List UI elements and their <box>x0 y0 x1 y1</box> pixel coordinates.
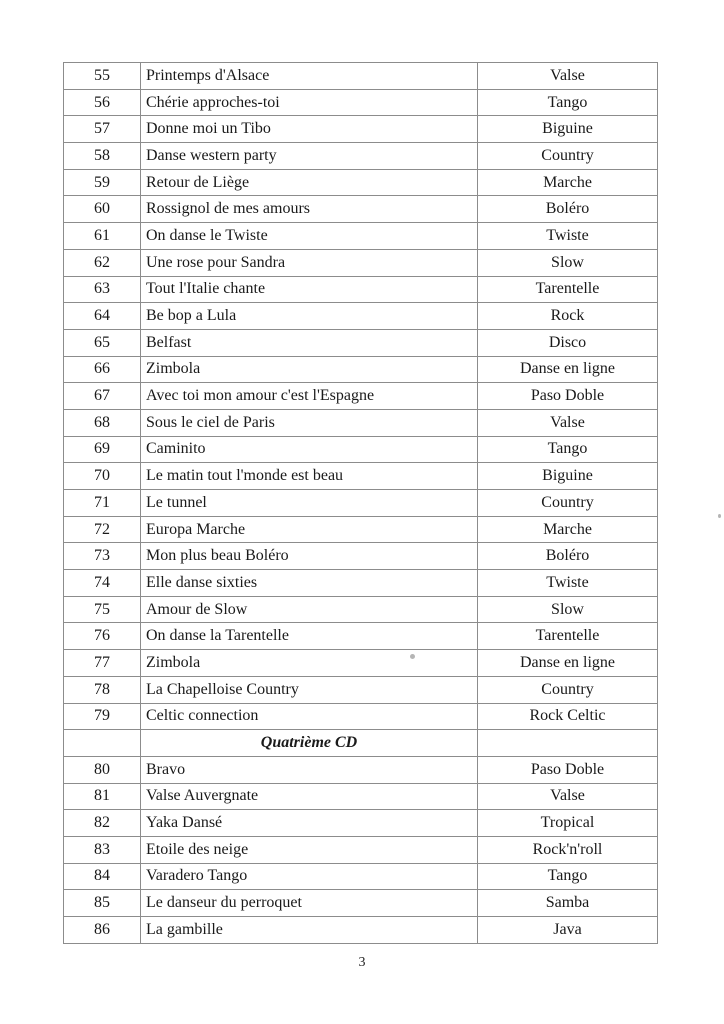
song-number: 82 <box>64 810 141 837</box>
song-number: 73 <box>64 543 141 570</box>
table-row <box>64 63 658 90</box>
song-number: 77 <box>64 650 141 677</box>
song-number: 70 <box>64 463 141 490</box>
song-title: Varadero Tango <box>141 863 478 890</box>
song-number: 63 <box>64 276 141 303</box>
song-title: Le matin tout l'monde est beau <box>141 463 478 490</box>
song-genre: Twiste <box>478 570 658 597</box>
song-title: Belfast <box>141 329 478 356</box>
table-row <box>64 596 658 623</box>
song-title: La gambille <box>141 917 478 944</box>
song-number: 79 <box>64 703 141 730</box>
table-row <box>64 623 658 650</box>
section-genre-cell <box>478 730 658 757</box>
song-title: Amour de Slow <box>141 596 478 623</box>
song-title: Bravo <box>141 756 478 783</box>
scan-speck <box>718 514 721 518</box>
song-table <box>63 62 658 944</box>
song-title: Sous le ciel de Paris <box>141 409 478 436</box>
song-number: 56 <box>64 89 141 116</box>
song-genre: Valse <box>478 783 658 810</box>
song-title: Caminito <box>141 436 478 463</box>
song-genre: Slow <box>478 249 658 276</box>
table-row <box>64 276 658 303</box>
song-number: 83 <box>64 836 141 863</box>
song-genre: Java <box>478 917 658 944</box>
table-row <box>64 329 658 356</box>
scan-speck <box>410 654 415 659</box>
table-row <box>64 917 658 944</box>
table-row <box>64 116 658 143</box>
song-genre: Paso Doble <box>478 756 658 783</box>
song-title: Danse western party <box>141 143 478 170</box>
song-genre: Samba <box>478 890 658 917</box>
song-title: Retour de Liège <box>141 169 478 196</box>
song-number: 61 <box>64 223 141 250</box>
song-title: Chérie approches-toi <box>141 89 478 116</box>
song-number: 55 <box>64 63 141 90</box>
song-genre: Country <box>478 490 658 517</box>
song-genre: Paso Doble <box>478 383 658 410</box>
song-number: 62 <box>64 249 141 276</box>
song-genre: Danse en ligne <box>478 356 658 383</box>
table-row <box>64 516 658 543</box>
song-number: 75 <box>64 596 141 623</box>
song-title: Zimbola <box>141 650 478 677</box>
song-genre: Twiste <box>478 223 658 250</box>
table-row <box>64 676 658 703</box>
table-row <box>64 409 658 436</box>
song-number: 81 <box>64 783 141 810</box>
song-genre: Tropical <box>478 810 658 837</box>
song-title: Une rose pour Sandra <box>141 249 478 276</box>
table-row <box>64 570 658 597</box>
table-row <box>64 650 658 677</box>
song-number: 74 <box>64 570 141 597</box>
song-number: 84 <box>64 863 141 890</box>
song-genre: Valse <box>478 409 658 436</box>
table-row <box>64 223 658 250</box>
song-number: 69 <box>64 436 141 463</box>
song-genre: Valse <box>478 63 658 90</box>
song-title: Mon plus beau Boléro <box>141 543 478 570</box>
song-genre: Tango <box>478 436 658 463</box>
song-title: Tout l'Italie chante <box>141 276 478 303</box>
song-genre: Rock <box>478 303 658 330</box>
song-number: 80 <box>64 756 141 783</box>
song-number: 85 <box>64 890 141 917</box>
table-row <box>64 463 658 490</box>
song-number: 78 <box>64 676 141 703</box>
song-genre: Tarentelle <box>478 276 658 303</box>
song-number: 66 <box>64 356 141 383</box>
table-row <box>64 783 658 810</box>
song-title: Be bop a Lula <box>141 303 478 330</box>
song-number: 64 <box>64 303 141 330</box>
song-title: Donne moi un Tibo <box>141 116 478 143</box>
table-row <box>64 356 658 383</box>
song-title: Le tunnel <box>141 490 478 517</box>
song-number: 72 <box>64 516 141 543</box>
table-row <box>64 756 658 783</box>
song-genre: Slow <box>478 596 658 623</box>
section-header-row <box>64 730 658 757</box>
song-number: 57 <box>64 116 141 143</box>
song-title: Rossignol de mes amours <box>141 196 478 223</box>
song-title: On danse la Tarentelle <box>141 623 478 650</box>
table-row <box>64 383 658 410</box>
song-title: Europa Marche <box>141 516 478 543</box>
table-row <box>64 890 658 917</box>
song-number: 68 <box>64 409 141 436</box>
song-number: 71 <box>64 490 141 517</box>
section-title: Quatrième CD <box>141 730 478 757</box>
song-title: Celtic connection <box>141 703 478 730</box>
song-title: Elle danse sixties <box>141 570 478 597</box>
song-title: Le danseur du perroquet <box>141 890 478 917</box>
song-genre: Country <box>478 676 658 703</box>
song-title: Etoile des neige <box>141 836 478 863</box>
table-row <box>64 303 658 330</box>
song-genre: Country <box>478 143 658 170</box>
table-row <box>64 249 658 276</box>
song-genre: Boléro <box>478 543 658 570</box>
section-num-cell <box>64 730 141 757</box>
song-genre: Marche <box>478 516 658 543</box>
song-title: On danse le Twiste <box>141 223 478 250</box>
song-genre: Rock'n'roll <box>478 836 658 863</box>
song-genre: Tango <box>478 89 658 116</box>
song-title: Valse Auvergnate <box>141 783 478 810</box>
song-genre: Rock Celtic <box>478 703 658 730</box>
table-row <box>64 863 658 890</box>
table-row <box>64 89 658 116</box>
table-row <box>64 143 658 170</box>
song-genre: Biguine <box>478 116 658 143</box>
song-genre: Danse en ligne <box>478 650 658 677</box>
song-title: Zimbola <box>141 356 478 383</box>
page-number: 3 <box>358 955 366 970</box>
song-title: La Chapelloise Country <box>141 676 478 703</box>
table-row <box>64 703 658 730</box>
song-genre: Tarentelle <box>478 623 658 650</box>
table-row <box>64 810 658 837</box>
song-genre: Tango <box>478 863 658 890</box>
table-row <box>64 490 658 517</box>
song-title: Avec toi mon amour c'est l'Espagne <box>141 383 478 410</box>
song-number: 86 <box>64 917 141 944</box>
table-row <box>64 836 658 863</box>
table-row <box>64 543 658 570</box>
song-number: 67 <box>64 383 141 410</box>
song-title: Printemps d'Alsace <box>141 63 478 90</box>
song-table-body <box>64 63 658 944</box>
song-number: 65 <box>64 329 141 356</box>
song-genre: Boléro <box>478 196 658 223</box>
table-row <box>64 196 658 223</box>
song-genre: Marche <box>478 169 658 196</box>
table-row <box>64 436 658 463</box>
song-title: Yaka Dansé <box>141 810 478 837</box>
song-number: 60 <box>64 196 141 223</box>
table-row <box>64 169 658 196</box>
song-genre: Disco <box>478 329 658 356</box>
song-number: 59 <box>64 169 141 196</box>
song-genre: Biguine <box>478 463 658 490</box>
song-number: 58 <box>64 143 141 170</box>
song-number: 76 <box>64 623 141 650</box>
